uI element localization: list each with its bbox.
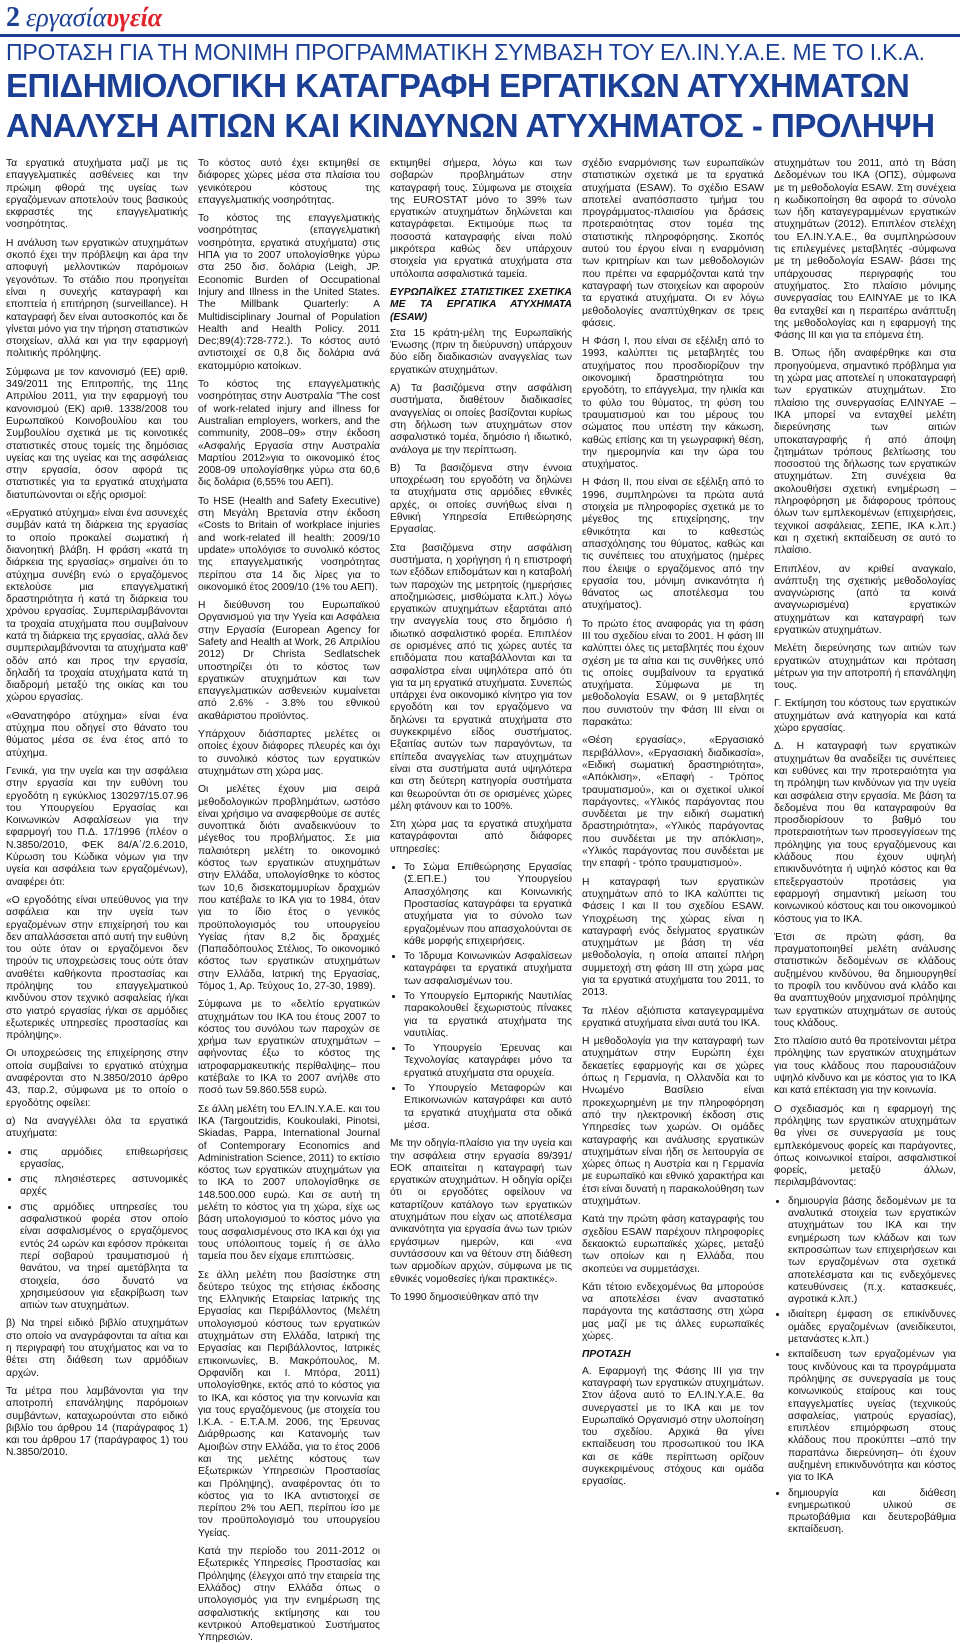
paragraph: Το HSE (Health and Safety Executive) στη Μεγάλη Βρετανία στην έκδοση «Costs to Britain of workplace injuries and work-related ill health: 2009/10 update» υπολόγισε το συνολικό κόστος της επαγγελματικής νοσηρότητας περίπου στα 14 δις λίρες για το οικονομικό έτος 2009/10 (1% του ΑΕΠ). xyxy=(198,495,380,593)
paragraph: Κατά την πρώτη φάση καταγραφής του σχεδίου ESAW παρέχουν πληροφορίες δεκαοκτώ ευρωπαϊκές χώρες, μεταξύ των οποίων και η Ελλάδα, που σκοπεύει να συμμετάσχει. xyxy=(582,1214,764,1275)
paragraph: Β. Όπως ήδη αναφέρθηκε και στα προηγούμενα, σημαντικό πρόβλημα για τη χώρα μας αποτελεί η υποκαταγραφή των εργατικών ατυχημάτων. Στο πλαίσιο της συνεργασίας ΕΛΙΝΥΑΕ – ΙΚΑ μπορεί να ενταχθεί μελέτη διερεύνησης των αιτιών υποκαταγραφής ή από άποψη ζητημάτων τρόπους βελτίωσης του ποσοστού της δήλωσης των εργατικών ατυχημάτων. Στη συνέχεια θα ακολουθήσει σχετική ενημέρωση – πληροφόρηση με διάφορους τρόπους όλων των εμπλεκομένων (επιχειρήσεις, τεχνικοί ασφάλειας, ΣΕΠΕ, ΙΚΑ κ.λπ.) και η σχετική εκπαίδευση σε αυτό το πλαίσιο. xyxy=(774,348,956,557)
brand-logo xyxy=(26,3,162,33)
paragraph: Κατά την περίοδο του 2011-2012 οι Εξωτερικές Υπηρεσίες Προστασίας και Πρόληψης (έλεγχοι από την εταιρεία της Ελλάδος) στην Ελλάδα όπως ο υπολογισμός για την ενημέρωση της ασφαλιστικής εκτίμησης και του κεντρικού Αποθεματικού Συστήματος Υπηρεσιών. xyxy=(198,1546,381,1644)
list-item: • στις αρμόδιες υπηρεσίες του ασφαλιστικού φορέα στον οποίο είναι ασφαλισμένος ο εργαζόμενος εντός 24 ωρών και εφόσον πρόκειται περί σοβαρού τραυματισμού ή θανάτου, να τηρεί αμετάβλητα τα στοιχεία, όσο δυνατό να χρησιμεύσουν για εξακρίβωση των αιτιών των ατυχημάτων. xyxy=(20,1202,188,1313)
paragraph: Επιπλέον, αν κριθεί αναγκαίο, ανάπτυξη της σχετικής μεθοδολογίας αναγνώρισης (από τα κοινά αναγνωρισμένα) εργατικών ατυχημάτων και καταγραφή των εργατικών ατυχημάτων. xyxy=(774,563,956,636)
list-item: • Το Ίδρυμα Κοινωνικών Ασφαλίσεων καταγράφει τα εργατικά ατυχήματα των ασφαλισμένων του. xyxy=(404,951,572,988)
headline-line-1: ΠΡΟΤΑΣΗ ΓΙΑ ΤΗ ΜΟΝΙΜΗ ΠΡΟΓΡΑΜΜΑΤΙΚΗ ΣΥΜΒΑΣΗ ΤΟΥ ΕΛ.ΙΝ.Υ.Α.Ε. ΜΕ ΤΟ Ι.Κ.Α. xyxy=(6,39,925,65)
paragraph: α) Να αναγγέλλει όλα τα εργατικά ατυχήματα: xyxy=(6,1115,188,1140)
paragraph: Το κόστος της επαγγελματικής νοσηρότητας στην Αυστραλία "The cost of work-related injury and illness for Australian employers, workers, and the community, 2008–09» στην έκδοση «Ασφαλής Εργασία στην Αυστραλία Μαρτίου 2012»για το οικονομικό έτος 2008-09 υπολογίσθηκε γύρω στα 60,6 δις δολάρια (6,55% του ΑΕΠ). xyxy=(198,379,380,489)
paragraph: Τα πλέον αξιόπιστα καταγεγραμμένα εργατικά ατυχήματα είναι αυτά του ΙΚΑ. xyxy=(582,1005,764,1029)
column-2 xyxy=(198,158,381,1644)
list-item: • Το Υπουργείο Εμπορικής Ναυτιλίας παρακολουθεί ξεχωριστούς πίνακες για τα εργατικά ατυχήματα της ναυτιλίας. xyxy=(404,991,572,1040)
paragraph: ατυχημάτων του 2011, από τη Βάση Δεδομένων του ΙΚΑ (ΟΠΣ), σύμφωνα με τη μεθοδολογία ESAW. Στη συνέχεια η κωδικοποίηση θα αφορά το σύνολο των ήδη καταγεγραμμένων εργατικών ατυχημάτων (2012). Επιπλέον στελέχη του ΕΛ.ΙΝ.Υ.Α.Ε., θα συμπληρώσουν τις επιλεγμένες μεταβλητές -σύμφωνα με τη μεθοδολογία ESAW- βάσει της υπάρχουσας περιγραφής του ατυχήματος. Στο πλαίσιο μόνιμης συνεργασίας του ΕΛΙΝΥΑΕ με το ΙΚΑ θα ενταχθεί και η περαιτέρω ανάπτυξη της μεθοδολογίας και η εφαρμογή της Φάσης ΙΙΙ και για τα επόμενα έτη. xyxy=(774,158,956,342)
paragraph: σχέδιο εναρμόνισης των ευρωπαϊκών στατιστικών σχετικά με τα εργατικά ατυχήματα (ESAW). Το σχέδιο ESAW αποτελεί αναπόσπαστο τμήμα του προγράμματος-πλαισίου για δράσεις προτεραιότητας στον τομέα της στατιστικής πληροφόρησης. Σκοπός αυτού του έργου είναι η εναρμόνιση των κριτηρίων και των μεθοδολογιών που πρέπει να εφαρμόζονται κατά την καταγραφή των στοιχείων και αφορούν τα εργατικά ατυχήματα. Οι εν λόγω μεθοδολογίες αναπτύχθηκαν σε τρεις φάσεις. xyxy=(582,158,764,329)
article-headline xyxy=(6,38,956,146)
paragraph: Γενικά, για την υγεία και την ασφάλεια στην εργασία και την ευθύνη του εργοδότη η εγκύκλιος 130297/15.07.96 του Υπουργείου Εργασίας και Κοινωνικών Ασφαλίσεων για την εφαρμογή του Π.Δ. 17/1996 (πλέον ο Ν.3850/2010, ΦΕΚ 84/Α΄/2.6.2010, Κύρωση του Κώδικα νόμων για την υγεία και ασφάλεια των εργαζομένων), αναφέρει ότι: xyxy=(6,765,188,888)
paragraph: «Θέση εργασίας», «Εργασιακό περιβάλλον», «Εργασιακή διαδικασία», «Ειδική σωματική δραστηριότητα», «Απόκλιση», «Επαφή - Τρόπος τραυματισμού», και οι σχετικοί υλικοί παράγοντες, «Υλικός παράγοντας που συνδέεται με την ειδική σωματική δραστηριότητα», «Υλικός παράγοντας που συνδέεται με την απόκλιση», «Υλικός παράγοντας που συνδέεται με την επαφή - τρόπο τραυματισμού». xyxy=(582,735,764,870)
column-3 xyxy=(390,158,572,1356)
column-4 xyxy=(582,158,764,1488)
paragraph: Δ. Η καταγραφή των εργατικών ατυχημάτων θα αναδείξει τις συνέπειες και ευθύνες και την προτεραιότητα για τη πρόληψη των κινδύνων για την υγεία και ασφάλεια στην εργασία. Με βάση τα δεδομένα που θα καταγραφούν θα προσδιορίσουν το βαθμό του προτεραιοτήτων των προσεγγίσεων της πρόληψης για τους εργαζόμενους και κλάδους που έχουν υψηλή επικινδυνότητα ή υψηλό κόστος και θα επεξεργαστούν προτάσεις για εφαρμογή σημαντική μείωση του κοινωνικού κόστους και του οικονομικού κόστους για το ΙΚΑ. xyxy=(774,741,956,925)
paragraph: εκτιμηθεί σήμερα, λόγω και των σοβαρών προβλημάτων στην καταγραφή τους. Σύμφωνα με στοιχεία της EUROSTAT μόνο το 39% των εργατικών ατυχημάτων δηλώνεται και καταγράφεται. Εκτιμούμε πως τα ποσοστά καταγραφής είναι πολύ μικρότερα καθώς δεν υπάρχουν στοιχεία για εργατικά ατυχήματα στα υπόλοιπα ασφαλιστικά ταμεία. xyxy=(390,158,572,280)
paragraph: Η Φάση Ι, που είναι σε εξέλιξη από το 1993, καλύπτει τις μεταβλητές του ατυχήματος που προσδιορίζουν την οικονομική δραστηριότητα του εργοδότη, το επάγγελμα, την ηλικία και το φύλο του θύματος, τη φύση του τραυματισμού και του μέρους του σώματος που υπέστη την κάκωση, καθώς επίσης και τη γεωγραφική θέση, την ημερομηνία και την ώρα του ατυχήματος. xyxy=(582,336,764,471)
headline-line-2: ΕΠΙΔΗΜΙΟΛΟΓΙΚΗ ΚΑΤΑΓΡΑΦΗ ΕΡΓΑΤΙΚΩΝ ΑΤΥΧΗΜΑΤΩΝ xyxy=(6,67,910,104)
paragraph: «Θανατηφόρο ατύχημα» είναι ένα ατύχημα που οδηγεί στο θάνατο του θύματος μέσα σε ένα έτος από το ατύχημα. xyxy=(6,710,188,759)
paragraph: Β) Τα βασιζόμενα στην έννοια υποχρέωση του εργοδότη να δηλώνει τα ατυχήματα στις αρμόδιες εθνικές αρχές, οι οποίες συνήθως είναι η Εθνική Υπηρεσία Επιθεώρησης Εργασίας. xyxy=(390,462,572,536)
paragraph: Α) Τα βασιζόμενα στην ασφάλιση συστήματα, διαθέτουν διαδικασίες αναγγελίας οι οποίες βασίζονται κυρίως στη δήλωση των ατυχημάτων στον ασφαλιστικό τομέα, δημόσιο ή ιδιωτικό, ανάλογα με την περίπτωση. xyxy=(390,383,572,456)
paragraph: Η ανάλυση των εργατικών ατυχημάτων σκοπό έχει την πρόβλεψη και άρα την αποφυγή μελλοντικών παρόμοιων γεγονότων. Το στάδιο που προηγείται είναι η συνεχής καταγραφή και εποπτεία ή επιτήρηση (surveillance). Η καταγραφή δεν είναι αυτοσκοπός και δε γίνεται μόνο για την τήρηση στατιστικών στοιχείων, αλλά και για την εφαρμογή πολιτικής πρόληψης. xyxy=(6,237,188,360)
list-item: • Το Σώμα Επιθεώρησης Εργασίας (Σ.ΕΠ.Ε.) του Υπουργείου Απασχόλησης και Κοινωνικής Προστασίας καταγράφει τα εργατικά ατυχήματα για το σύνολο των εργαζομένων που απασχολούνται σε κάθε μορφής επιχειρήσεις. xyxy=(404,862,572,948)
paragraph: Σύμφωνα με το «δελτίο εργατικών ατυχημάτων του ΙΚΑ του έτους 2007 το κόστος του συνόλου των παροχών σε χρήμα των εργατικών ατυχημάτων –αφήνοντας έξω το κόστος της ιατροφαρμακευτικής περίθαλψης– που κατέβαλε το ΙΚΑ το 2007 ανήλθε στο ποσό των 59.860.558 ευρώ. xyxy=(198,999,380,1097)
paragraph: Οι μελέτες έχουν μια σειρά μεθοδολογικών προβλημάτων, ωστόσο είναι χρήσιμο να αναφερθούμε σε αυτές συνοπτικά διότι αναδεικνύουν το μέγεθος του προβλήματος. Σε μια παλαιότερη μελέτη το οικονομικό κόστος των εργατικών ατυχημάτων στην Ελλάδα, υπολογίσθηκε το κόστος των 10,6 δισεκατομμυρίων δραχμών που κατέβαλε το ΙΚΑ για το 1984, όταν για το ίδιο έτος ο γενικός προϋπολογισμός του υπουργείου Υγείας ήταν 8,2 δις δραχμές (Παπαδόπουλος Στέλιος, Το οικονομικό κόστος των εργατικών ατυχημάτων στην Ελλάδα, Ιατρική της Εργασίας, Τόμος 1, Αρ. Τεύχους 1ο, 27-30, 1989). xyxy=(198,784,380,992)
paragraph: Α. Εφαρμογή της Φάσης ΙΙΙ για την καταγραφή των εργατικών ατυχημάτων. Στον άξονα αυτό το ΕΛ.ΙΝ.Υ.Α.Ε. θα συνεργαστεί με το ΙΚΑ και με τον Ευρωπαϊκό Οργανισμό στην υλοποίηση του σχεδίου. Αρχικά θα γίνει εκπαίδευση του προσωπικού του ΙΚΑ και σε κάθε περίπτωση ορίζουν συγκεκριμένους στόχους και ομάδα εργασίας. xyxy=(582,1365,764,1488)
section-subheading: ΠΡΟΤΑΣΗ xyxy=(582,1349,631,1361)
list-item: • στις αρμόδιες επιθεωρήσεις εργασίας, xyxy=(20,1147,188,1172)
paragraph: Γ. Εκτίμηση του κόστους των εργατικών ατυχημάτων ανά κατηγορία και κατά χώρο εργασίας. xyxy=(774,698,956,735)
paragraph: Στα βασιζόμενα στην ασφάλιση συστήματα, η χορήγηση ή η επιστροφή των εξόδων επιδομάτων και η καταβολή των παροχών της μετρητοίς (ημερήσιες αποζημιώσεις, μισθώματα κ.λπ.) λόγω εργατικών ατυχημάτων εξαρτάται από την αναγγελία τους στο δημόσιο ή ιδιωτικό ασφαλιστικό φορέα. Επιπλέον σε ορισμένες από τις χώρες αυτές τα επιδόματα που καταβάλλονται και τα ασφαλίστρα είναι υψηλότερα από ότι για τα μη εργατικά ατυχήματα. Συνεπώς υπάρχει ένα οικονομικό κίνητρο για τον εργοδότη και τον εργαζόμενο να δηλώνει τα εργατικά ατυχήματα στο συγκεκριμένο είδος συστήματος. Εξαιτίας αυτών των παραγόντων, τα επίπεδα αναγγελίας των ατυχημάτων είναι στα συστήματα αυτά υψηλότερα και στη δεύτερη κατηγορία συστήματα και θεωρούνται ότι σε ορισμένες χώρες μέλη φτάνουν και το 100%. xyxy=(390,542,572,812)
list-item: • εκπαίδευση των εργαζομένων για τους κινδύνους και τα προγράμματα πρόληψης σε συνεργασία με τους κοινωνικούς εταίρους και τους επαγγελματίες υγείας (τεχνικούς ασφαλείας, γιατρούς εργασίας), επιπλέον επιμόρφωση στους κλάδους που προκύπτει –από την παραπάνω διερεύνηση– ότι έχουν αυξημένη επικινδυνότητα και κόστος για το ΙΚΑ xyxy=(788,1349,956,1484)
article-body xyxy=(6,158,956,1644)
paragraph: Στο πλαίσιο αυτό θα προτείνονται μέτρα πρόληψης των εργατικών ατυχημάτων για τους κλάδους που παρουσιάζουν υψηλό κίνδυνο και με κόστος για το ΙΚΑ και κατά επέκταση για την κοινωνία. xyxy=(774,1036,956,1097)
paragraph: Μελέτη διερεύνησης των αιτιών των εργατικών ατυχημάτων και πρόταση μέτρων για την αποτροπή ή επανάληψη τους. xyxy=(774,643,956,692)
paragraph: Σε άλλη μελέτη του ΕΛ.ΙΝ.Υ.Α.Ε. και του ΙΚΑ (Targoutzidis, Koukoulaki, Pinotsi, Skiadas, Pappa, International Journal of Contemporary Economics and Administration Science, 2011) το εκτίσιο κόστος των εργατικών ατυχημάτων για το ΙΚΑ το 2007 υπολογίσθηκε σε 148.500.000 ευρώ. Και σε αυτή τη μελέτη το κόστος για τη χώρα, είχε ως βάση υπολογισμού το κόστος μόνο για τους ασφαλισμένους στο ΙΚΑ και όχι για τους υπόλοιπους τομείς ή σε άλλο ταμεία που δεν είχαμε επιπτώσεις. xyxy=(198,1103,380,1263)
paragraph: Σε άλλη μελέτη που βασίστηκε στη δεύτερο τεύχος της ετήσιας έκδοσης της Ελληνικής Εταιρείας Ιατρικής της Εργασίας και Περιβάλλοντος (Μελέτη υπολογισμού κόστους των εργατικών ατυχημάτων στη Ελλάδα, Ιατρική της Εργασίας και Περιβάλλοντος, Ιατρικές επικοινωνίες, Β. Μακρόπουλος, Μ. Ορφανίδη και Ι. Μπόρα, 2011) υπολογίσθηκε, εκτός από το κόστος για το ΙΚΑ, και κόστος για την κοινωνία και για τους εργαζόμενους (με στοιχεία του Ι.Κ.Α. - Ε.Τ.Α.Μ. 2006, της Έρευνας Διάρθρωσης και Κατανομής των Αμοιβών στην Ελλάδα, για το έτος 2006 και της μελέτης κόστους των Εξωτερικών Υπηρεσιών Προστασίας και Πρόληψης), αναφέροντας ότι το κόστος για το ΙΚΑ αντιστοιχεί σε περίπου 2% του ΑΕΠ, περίπου ίσο με τον προϋπολογισμό του υπουργείου Υγείας. xyxy=(198,1269,380,1539)
paragraph: Έτσι σε πρώτη φάση, θα πραγματοποιηθεί μελέτη ανάλυσης στατιστικών δεδομένων σε κλάδους αυξημένου κινδύνου, θα δημιουργηθεί το προφίλ του κινδύνου ανά κλάδο και θα αναπτυχθούν μηχανισμοί πρόληψης των εργατικών ατυχημάτων σε αυτούς τους κλάδους. xyxy=(774,931,956,1029)
paragraph: Στα 15 κράτη-μέλη της Ευρωπαϊκής Ένωσης (πριν τη διεύρυνση) υπάρχουν δύο είδη διαδικασιών αναγγελίας των εργατικών ατυχημάτων. xyxy=(390,327,572,376)
bullet-list xyxy=(774,1196,956,1537)
column-1 xyxy=(6,158,188,1459)
bullet-list xyxy=(390,862,572,1132)
paragraph: Τα μέτρα που λαμβάνονται για την αποτροπή επανάληψης παρόμοιων συμβάντων, καταχωρούνται στο ειδικό βιβλίο του άρθρου 14 (παράγραφος 1) και του άρθρου 17 (παράγραφος 1) του Ν.3850/2010. xyxy=(6,1385,188,1459)
list-item: • δημιουργία και διάθεση ενημερωτικού υλικού σε πρωτοβάθμια και δευτεροβάθμια εκπαίδευση. xyxy=(788,1488,956,1537)
list-item: • ιδιαίτερη έμφαση σε επικίνδυνες ομάδες εργαζομένων (ανειδίκευτοι, μετανάστες κ.λπ.) xyxy=(788,1309,956,1346)
paragraph: Σύμφωνα με τον κανονισμό (ΕΕ) αριθ. 349/2011 της Επιτροπής, της 11ης Απριλίου 2011, για την εφαρμογή του κανονισμού (ΕΚ) αριθ. 1338/2008 του Ευρωπαϊκού Κοινοβουλίου και του Συμβουλίου σχετικά με τις κοινοτικές στατιστικές στους τομείς της δημόσιας υγείας και της υγείας και της ασφάλειας στην εργασία, όσον αφορά τις στατιστικές για τα εργατικά ατυχήματα διατυπώνονται οι εξής ορισμοί: xyxy=(6,366,188,501)
page-number: 2 xyxy=(6,2,20,33)
paragraph: β) Να τηρεί ειδικό βιβλίο ατυχημάτων στο οποίο να αναγράφονται τα αίτια και η περιγραφή του ατυχήματος και να το θέτει στη διάθεση των αρμόδιων αρχών. xyxy=(6,1318,188,1379)
paragraph: Τα εργατικά ατυχήματα μαζί με τις επαγγελματικές ασθένειες και την πρώιμη φθορά της υγείας των εργαζόμενων αποτελούν τους βασικούς εκφραστές της επαγγελματικής νοσηρότητας. xyxy=(6,158,188,231)
list-item: • Το Υπουργείο Μεταφορών και Επικοινωνιών καταγράφει και αυτό τα εργατικά ατυχήματα στα οδικά μέσα. xyxy=(404,1083,572,1132)
paragraph: Η καταγραφή των εργατικών ατυχημάτων από το ΙΚΑ καλύπτει τις Φάσεις Ι και ΙΙ του σχεδίου ESAW. Υποχρέωση της χώρας είναι η καταγραφή ενός δείγματος εργατικών ατυχημάτων με βάση τη νέα μεθοδολογία, η οποία απαιτεί πλήρη συμμετοχή στη φάση ΙΙΙ στη χώρα μας για τα εργατικά ατυχήματα του 2011, το 2013. xyxy=(582,876,764,999)
paragraph: Στη χώρα μας τα εργατικά ατυχήματα καταγράφονται από διάφορες υπηρεσίες: xyxy=(390,819,572,855)
list-item: • στις πλησιέστερες αστυνομικές αρχές xyxy=(20,1174,188,1199)
paragraph: Η διεύθυνση του Ευρωπαϊκού Οργανισμού για την Υγεία και Ασφάλεια στην Εργασία (European Agency for Safety and Health at Work, 26 Απριλίου 2012) Dr Christa Sedlatschek υποστηρίζει ότι το κόστος των εργατικών ατυχημάτων και των επαγγελματικών ασθενειών κυμαίνεται από 2.6% - 3.8% του εθνικού ακαθάριστου προϊόντος. xyxy=(198,600,380,722)
brand-prefix: εργασία xyxy=(26,3,107,32)
column-5 xyxy=(774,158,956,1536)
list-item: • δημιουργία βάσης δεδομένων με τα αναλυτικά στοιχεία των εργατικών ατυχημάτων του ΙΚΑ και την ενημέρωση των κλάδων και των εκπροσώπων των επιχειρήσεων και των εργαζομένων στα σχετικά αποτελέσματα και τις ενδεχόμενες κατευθύνσεις (π.χ. κατασκευές, αγροτικά κ.λπ.) xyxy=(788,1196,956,1307)
brand-suffix: υγεία xyxy=(106,3,163,32)
list-item: • Το Υπουργείο Έρευνας και Τεχνολογίας καταγράφει μόνο τα εργατικά ατυχήματα στα ορυχεία. xyxy=(404,1043,572,1080)
headline-line-3: ΑΝΑΛΥΣΗ ΑΙΤΙΩΝ ΚΑΙ ΚΙΝΔΥΝΩΝ ΑΤΥΧΗΜΑΤΟΣ - ΠΡΟΛΗΨΗ xyxy=(6,107,935,144)
paragraph: Υπάρχουν διάσπαρτες μελέτες οι οποίες έχουν διάφορες πλευρές και όχι το συνολικό κόστος των εργατικών ατυχημάτων στη χώρα μας. xyxy=(198,729,380,777)
paragraph: Το κόστος αυτό έχει εκτιμηθεί σε διάφορες χώρες μέσα στα πλαίσια του γενικότερου κόστους της επαγγελματικής νοσηρότητας. xyxy=(198,158,380,206)
paragraph: Οι υποχρεώσεις της επιχείρησης στην οποία συμβαίνει το εργατικό ατύχημα αναφέρονται στο Ν.3850/2010 άρθρο 43, παρ.2, σύμφωνα με το οποίο ο εργοδότης οφείλει: xyxy=(6,1048,188,1109)
paragraph: Η Φάση ΙΙ, που είναι σε εξέλιξη από το 1996, συμπληρώνει τα πρώτα αυτά στοιχεία με πληροφορίες σχετικά με το μέγεθος της επιχείρησης, την εθνικότητα και το καθεστώς απασχόλησης του θύματος, καθώς και τις συνέπειες του ατυχήματος (ημέρες που έλειψε ο εργαζόμενος από την εργασία του, μόνιμη ανικανότητα ή θάνατος ως αποτέλεσμα του ατυχήματος). xyxy=(582,477,764,612)
paragraph: «Εργατικό ατύχημα» είναι ένα ασυνεχές συμβάν κατά τη διάρκεια της εργασίας το οποίο προκαλεί σωματική ή διανοητική βλάβη. Η φράση «κατά τη διάρκεια της εργασίας» σημαίνει ότι το ατύχημα συνέβη ενώ ο εργαζόμενος εκτελούσε μια επαγγελματική δραστηριότητα ή κατά τη διάρκεια του χρόνου εργασίας. Συμπεριλαμβάνονται τα τροχαία ατυχήματα που συμβαίνουν κατά τη διάρκεια της εργασίας, αλλά δεν συμπεριλαμβάνονται τα ατυχήματα καθ' οδόν από και προς την εργασία, δηλαδή τα τροχαία ατυχήματα κατά τη διαδρομή μεταξύ της οικίας και του χώρου εργασίας. xyxy=(6,508,188,704)
paragraph: «Ο εργοδότης είναι υπεύθυνος για την ασφάλεια και την υγεία των εργαζομένων στην επιχείρησή του και δεν απαλλάσσεται από αυτή την ευθύνη του ούτε όταν οι εργαζόμενοι δεν τηρούν τις υποχρεώσεις τους ούτε όταν αναθέτει καθήκοντα προστασίας και πρόληψης του επαγγελματικού κινδύνου στον τεχνικό ασφαλείας ή/και στο γιατρό εργασίας ή/και σε αρμόδιες εξωτερικές υπηρεσίες προστασίας και πρόληψης». xyxy=(6,894,188,1042)
section-subheading: ΕΥΡΩΠΑΪΚΕΣ ΣΤΑΤΙΣΤΙΚΕΣ ΣΧΕΤΙΚΑ ΜΕ ΤΑ ΕΡΓΑΤΙΚΑ ΑΤΥΧΗΜΑΤΑ (ESAW) xyxy=(390,286,572,323)
paragraph: Κάτι τέτοιο ενδεχομένως θα μπορούσε να αποτελέσει έναν αναστατικό παράγοντα της κατάστασης στη χώρα μας μαζί με τις άλλες ευρωπαϊκές χώρες. xyxy=(582,1281,764,1343)
paragraph: Με την οδηγία-πλαίσιο για την υγεία και την ασφάλεια στην εργασία 89/391/ΕΟΚ απαιτείται η καταγραφή των εργατικών ατυχημάτων. Η οδηγία ορίζει ότι οι εργοδότες οφείλουν να καταρτίζουν κατάλογο των εργατικών ατυχημάτων που είχαν ως αποτέλεσμα ανικανότητα για εργασία άνω των τριών εργάσιμων ημερών, και «να συντάσσουν και να θέτουν στη διάθεση των αρμοδίων αρχών, σύμφωνα με τις εθνικές νομοθεσίες ή/και πρακτικές». xyxy=(390,1138,572,1285)
paragraph: Το 1990 δημοσιεύθηκαν από την xyxy=(390,1291,539,1303)
paragraph: Η μεθοδολογία για την καταγραφή των ατυχημάτων στην Ευρώπη έχει δεκαετίες εφαρμογής και σε χώρες όπως η Γερμανία, η Ολλανδία και το Ηνωμένο Βασίλειο είναι προκεχωρημένη με την πληροφόρηση από την ηλεκτρονική έκδοση στις Υπηρεσίες των χωρών. Οι ομάδες καταγραφής και ανάλυσης εργατικών ατυχημάτων είναι ήδη σε λειτουργία σε χώρες όπως η Αυστρία και η Γερμανία με ευρωπαϊκό και εθνικό χαρακτήρα και έτσι είναι δυνατή η παρακολούθηση των ατυχημάτων. xyxy=(582,1036,764,1208)
bullet-list xyxy=(6,1147,188,1313)
masthead xyxy=(0,0,960,37)
paragraph: Το πρώτο έτος αναφοράς για τη φάση ΙΙΙ του σχεδίου είναι το 2001. Η φάση ΙΙΙ καλύπτει όλες τις μεταβλητές που έχουν σχέση με τα αίτια και τις συνθήκες υπό τις οποίες συμβαίνουν τα εργατικά ατυχήματα. Σύμφωνα με τη μεθοδολογία ESAW, οι 9 μεταβλητές που συνιστούν την Φάση ΙΙΙ είναι οι παρακάτω: xyxy=(582,618,764,729)
paragraph: Ο σχεδιασμός και η εφαρμογή της πρόληψης των εργατικών ατυχημάτων θα γίνει σε συνεργασία με τους εμπλεκόμενους φορείς και παράγοντες, όπως κοινωνικοί εταίροι, ασφαλιστικοί φορείς, μεταξύ άλλων, περιλαμβάνοντας: xyxy=(774,1103,956,1189)
paragraph: Το κόστος της επαγγελματικής νοσηρότητας (επαγγελματική νοσηρότητα, εργατικά ατυχήματα) στις ΗΠΑ για το 2007 υπολογίσθηκε γύρω στα 250 δισ. δολάρια (Leigh, JP. Economic Burden of Occupational Injury and Illness in the United States. The Millbank Quarterly: A Multidisciplinary Journal of Population Health and Health Policy. 2011 Dec;89(4):728-772.). Το κόστος αυτό αντιστοιχεί σε 0,8 δις δολάρια ανά εκατομμύριο κατοίκων. xyxy=(198,213,380,372)
